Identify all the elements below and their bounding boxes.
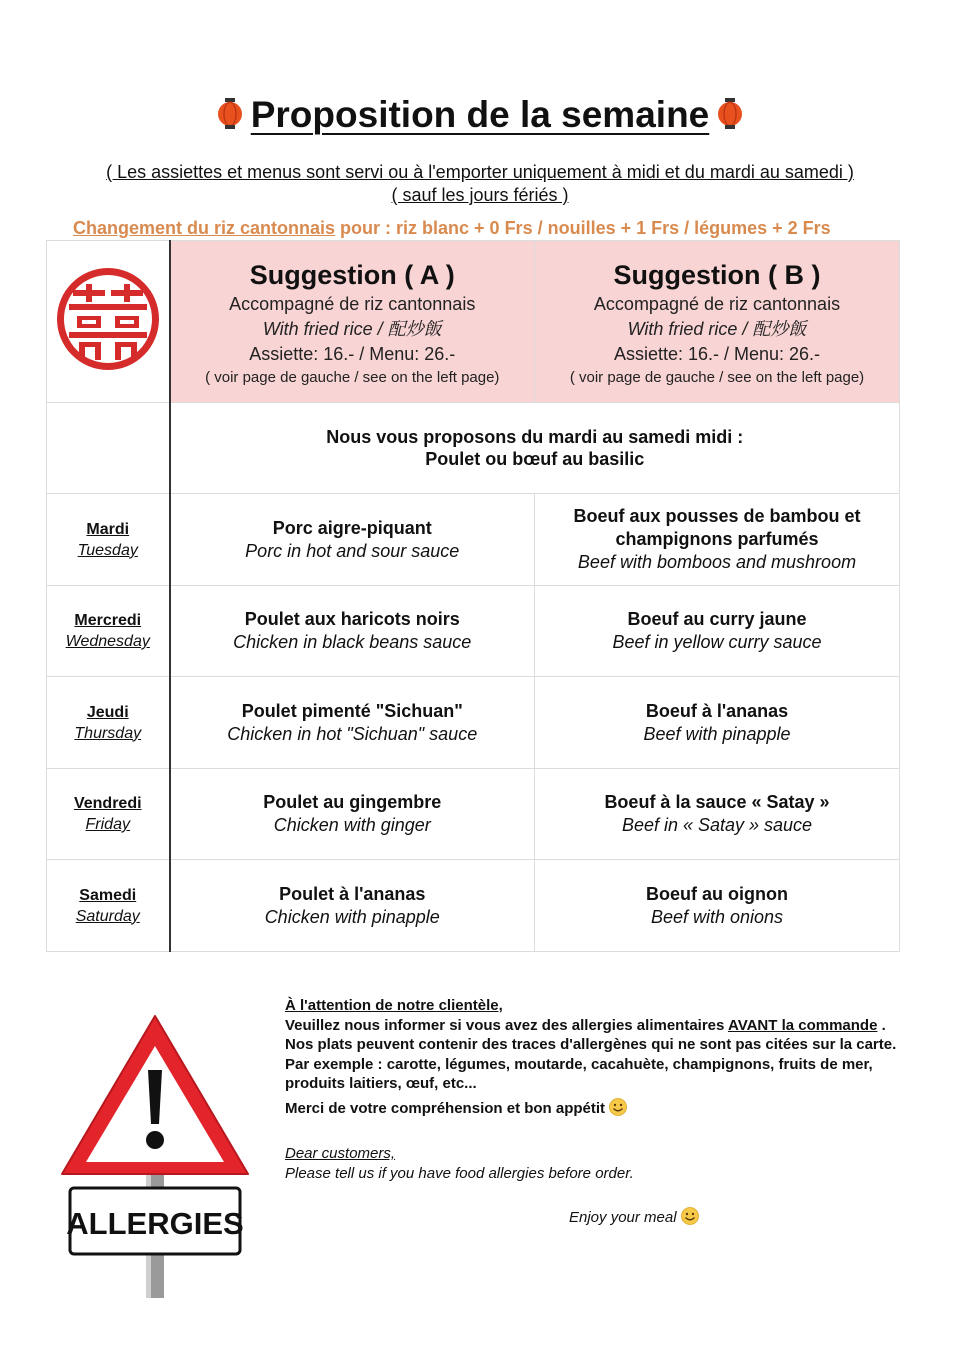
allergy-en-heading: Dear customers, [285, 1145, 396, 1162]
dish-a-cell [170, 586, 535, 677]
table-row [47, 769, 900, 860]
promo-empty-cell [47, 403, 170, 494]
dish-a-en: Chicken in hot "Sichuan" sauce [227, 723, 478, 744]
lantern-icon [717, 97, 743, 131]
dish-b-fr: Boeuf à l'ananas [645, 700, 789, 721]
dish-a-en: Porc in hot and sour sauce [245, 540, 460, 561]
rice-change-note [73, 218, 903, 239]
smiley-icon [681, 1207, 699, 1225]
service-note: ( Les assiettes et menus sont servi ou à l'emporter uniquement à midi et du mardi au samedi ) [106, 162, 854, 182]
lantern-icon [217, 97, 243, 131]
allergy-english [285, 1144, 900, 1228]
dish-a-en: Chicken in black beans sauce [233, 632, 472, 652]
day-cell [47, 586, 170, 677]
allergy-traces: Nos plats peuvent contenir des traces d'allergènes qui ne sont pas citées sur la carte. [285, 1036, 897, 1053]
dish-a-cell [170, 494, 535, 586]
warning-sign-icon [58, 1012, 254, 1300]
dish-b-fr: Boeuf aux pousses de bambou et champignons parfumés [573, 506, 861, 549]
suggestion-a-note: ( voir page de gauche / see on the left page) [205, 369, 500, 386]
dish-a-en: Chicken with pinapple [264, 906, 440, 927]
promo-cell [170, 403, 900, 494]
weekly-menu-table [46, 240, 900, 952]
dish-b-en: Beef with onions [650, 906, 784, 927]
day-fr: Mercredi [74, 612, 142, 629]
suggestion-a-side-en: With fried rice / 配炒飯 [262, 319, 442, 339]
day-cell [47, 494, 170, 586]
allergy-en-enjoy: Enjoy your meal [569, 1209, 677, 1226]
dish-a-fr: Poulet à l'ananas [279, 883, 426, 904]
allergy-thanks: Merci de votre compréhension et bon appétit [285, 1099, 606, 1117]
dish-b-cell [535, 494, 900, 586]
dish-b-cell [535, 769, 900, 860]
dish-b-fr: Boeuf au curry jaune [627, 609, 807, 629]
suggestion-b-title: Suggestion ( B ) [613, 260, 821, 290]
holiday-note: ( sauf les jours fériés ) [391, 185, 569, 205]
dish-b-en: Beef with bomboos and mushroom [577, 552, 857, 572]
day-fr: Jeudi [86, 703, 129, 721]
dish-b-cell [535, 677, 900, 769]
day-cell [47, 677, 170, 769]
dish-a-en: Chicken with ginger [273, 815, 431, 835]
suggestion-a-side: Accompagné de riz cantonnais [229, 294, 476, 314]
suggestion-a-price: Assiette: 16.- / Menu: 26.- [249, 344, 456, 364]
day-cell [47, 769, 170, 860]
day-fr: Samedi [79, 886, 137, 904]
day-en: Wednesday [65, 633, 150, 650]
table-row [47, 677, 900, 769]
allergy-en-text: Please tell us if you have food allergies before order. [285, 1164, 634, 1182]
dish-b-fr: Boeuf au oignon [646, 883, 788, 904]
page-title-text: Proposition de la semaine [250, 94, 710, 135]
smiley-icon [609, 1098, 627, 1116]
allergy-inform-end: . [877, 1016, 886, 1034]
allergy-en-enjoy-line [285, 1207, 900, 1228]
table-row [47, 494, 900, 586]
promo-line-2: Poulet ou bœuf au basilic [425, 449, 645, 469]
dish-b-en: Beef with pinapple [643, 723, 791, 744]
day-en: Friday [85, 816, 130, 833]
day-fr: Mardi [86, 520, 130, 538]
day-en: Tuesday [77, 541, 138, 559]
day-fr: Vendredi [73, 795, 142, 812]
table-row [47, 860, 900, 952]
suggestion-a-title: Suggestion ( A ) [249, 260, 455, 290]
promo-row [47, 403, 900, 494]
suggestion-a [170, 241, 535, 403]
day-cell [47, 860, 170, 952]
dish-a-fr: Poulet aux haricots noirs [244, 609, 460, 629]
dish-a-fr: Poulet pimenté "Sichuan" [241, 700, 463, 721]
rice-change-label: Changement du riz cantonnais [73, 218, 336, 238]
dish-a-cell [170, 860, 535, 952]
day-en: Saturday [75, 907, 140, 925]
allergy-notice [285, 996, 900, 1228]
allergy-inform [285, 1016, 900, 1036]
suggestion-b-side: Accompagné de riz cantonnais [593, 294, 841, 314]
dish-a-cell [170, 677, 535, 769]
table-row [47, 586, 900, 677]
dish-a-fr: Poulet au gingembre [263, 792, 442, 812]
dish-b-en: Beef in yellow curry sauce [612, 632, 822, 652]
day-en: Thursday [74, 724, 142, 742]
dish-b-en: Beef in « Satay » sauce [621, 815, 813, 835]
allergy-inform-emphasis: AVANT la commande [727, 1016, 878, 1034]
allergy-inform-text: Veuillez nous informer si vous avez des allergies alimentaires [285, 1016, 728, 1034]
suggestion-b [535, 241, 900, 403]
allergy-heading: À l'attention de notre clientèle, [285, 997, 503, 1014]
suggestion-b-note: ( voir page de gauche / see on the left page) [569, 369, 865, 386]
allergy-thanks-line [285, 1098, 900, 1119]
suggestion-b-side-en: With fried rice / 配炒飯 [627, 319, 807, 339]
warning-sign-label: ALLERGIES [66, 1206, 244, 1241]
logo-cell [47, 241, 170, 403]
dish-b-fr: Boeuf à la sauce « Satay » [604, 792, 830, 812]
allergy-examples: Par exemple : carotte, légumes, moutarde, cacahuète, champignons, fruits de mer, produits laitiers, œuf, etc... [285, 1055, 873, 1092]
page-title-wrap [0, 94, 960, 136]
dish-b-cell [535, 860, 900, 952]
promo-line-1: Nous vous proposons du mardi au samedi midi : [326, 427, 744, 447]
dish-b-cell [535, 586, 900, 677]
double-happiness-icon [55, 266, 161, 372]
rice-change-options: pour : riz blanc + 0 Frs / nouilles + 1 Frs / légumes + 2 Frs [335, 218, 831, 238]
suggestion-row [47, 241, 900, 403]
page-title [209, 94, 752, 136]
dish-a-cell [170, 769, 535, 860]
suggestion-b-price: Assiette: 16.- / Menu: 26.- [613, 344, 821, 364]
dish-a-fr: Porc aigre-piquant [272, 517, 432, 538]
